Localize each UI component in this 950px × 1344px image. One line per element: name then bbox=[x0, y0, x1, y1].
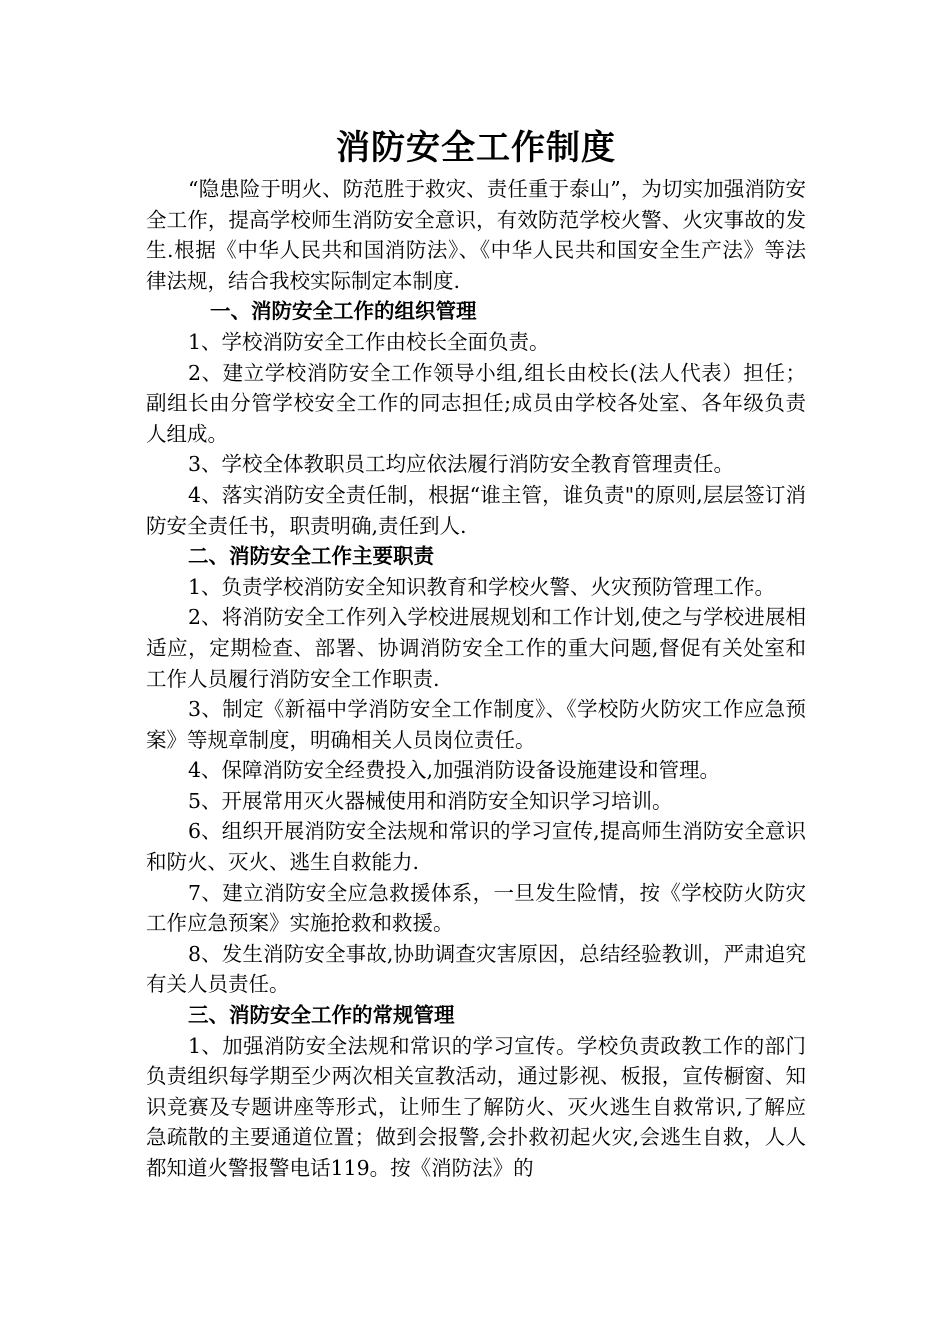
section-heading-2: 二、消防安全工作主要职责 bbox=[188, 544, 434, 569]
list-item: 7、建立消防安全应急救援体系，一旦发生险情，按《学校防火防灾工作应急预案》实施抢救和救援。 bbox=[146, 880, 806, 936]
list-item: 1、学校消防安全工作由校长全面负责。 bbox=[188, 329, 550, 354]
document-title: 消防安全工作制度 bbox=[336, 128, 616, 168]
list-item: 4、保障消防安全经费投入,加强消防设备设施建设和管理。 bbox=[188, 758, 721, 783]
intro-paragraph: “隐患险于明火、防范胜于救灾、责任重于泰山”，为切实加强消防安全工作，提高学校师生消防安全意识，有效防范学校火警、火灾事故的发生.根据《中华人民共和国消防法》、《中华人民共和国安全生产法》等法律法规，结合我校实际制定本制度. bbox=[146, 177, 806, 293]
section-heading-1: 一、消防安全工作的组织管理 bbox=[210, 299, 477, 324]
list-item: 4、落实消防安全责任制，根据“谁主管，谁负责"的原则,层层签订消防安全责任书，职责明确,责任到人. bbox=[146, 482, 806, 538]
list-item: 2、建立学校消防安全工作领导小组,组长由校长(法人代表）担任；副组长由分管学校安全工作的同志担任;成员由学校各处室、各年级负责人组成。 bbox=[146, 360, 806, 446]
list-item: 2、将消防安全工作列入学校进展规划和工作计划,使之与学校进展相适应，定期检查、部署、协调消防安全工作的重大问题,督促有关处室和工作人员履行消防安全工作职责. bbox=[146, 605, 806, 691]
section-heading-3: 三、消防安全工作的常规管理 bbox=[188, 1003, 455, 1028]
list-item: 5、开展常用灭火器械使用和消防安全知识学习培训。 bbox=[188, 788, 673, 813]
list-item: 1、加强消防安全法规和常识的学习宣传。学校负责政教工作的部门负责组织每学期至少两次相关宣教活动，通过影视、板报，宣传橱窗、知识竞赛及专题讲座等形式，让师生了解防火、灭火逃生自救常识,了解应急疏散的主要通道位置；做到会报警,会扑救初起火灾,会逃生自救，人人都知道火警报警电话119。按《消防法》的 bbox=[146, 1033, 806, 1180]
list-item: 3、制定《新福中学消防安全工作制度》、《学校防火防灾工作应急预案》等规章制度，明确相关人员岗位责任。 bbox=[146, 697, 806, 752]
document-page bbox=[146, 122, 806, 1184]
list-item: 1、负责学校消防安全知识教育和学校火警、火灾预防管理工作。 bbox=[188, 574, 776, 599]
list-item: 8、发生消防安全事故,协助调查灾害原因，总结经验教训，严肃追究有关人员责任。 bbox=[146, 941, 806, 997]
list-item: 6、组织开展消防安全法规和常识的学习宣传,提高师生消防安全意识和防火、灭火、逃生自救能力. bbox=[146, 819, 806, 875]
list-item: 3、学校全体教职员工均应依法履行消防安全教育管理责任。 bbox=[188, 452, 735, 477]
